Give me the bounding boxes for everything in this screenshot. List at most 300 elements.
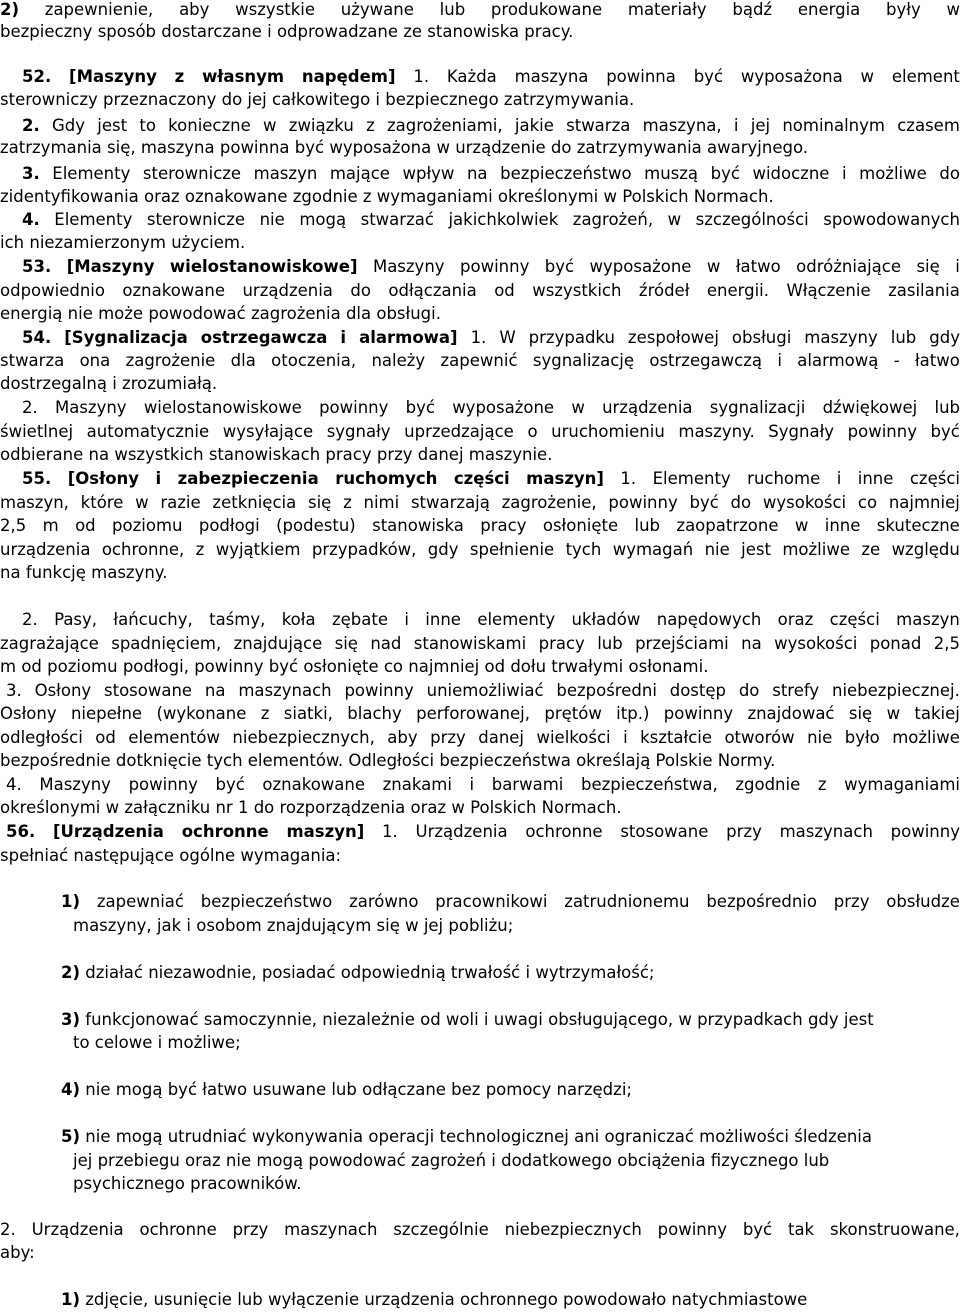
word: wielostanowiskowe [143,398,302,417]
word: być [693,67,724,86]
word: 2. [22,116,40,135]
text-line [0,420,960,444]
word: zatrudnionemu [564,892,690,911]
word: części [909,469,960,488]
word: bezpieczeństwo [500,164,632,183]
word: Osłony [34,681,92,700]
word: przy [430,728,466,747]
word: urządzenia [0,540,91,559]
word: znajdujące [233,634,323,653]
word: w [946,0,960,19]
word: czasem [897,116,960,135]
text-run: psychicznego pracowników. [73,1174,302,1193]
word: prętów [544,704,602,723]
word: maszyna, [642,116,722,135]
word: obsługi [731,328,792,347]
word: elementów [128,728,220,747]
word: odłączania [388,281,477,300]
word: jakichkolwiek [448,210,559,229]
word: Urządzenia [415,822,508,841]
word: niebezpiecznych [504,1220,642,1239]
word: zagrażające [0,634,99,653]
list-item-5-cont [73,1149,960,1173]
word: 54. [22,328,52,347]
word: urządzenia [242,281,333,300]
word: 2. [0,1220,16,1239]
list-item-5-cont [73,1172,960,1196]
text-run: zdjęcie, usunięcie lub wyłączenie urządzenia ochronnego powodowało natychmiastowe [80,1290,808,1309]
word: uniemożliwiać [426,681,544,700]
word: 52. [22,67,52,86]
word: podłogi [198,516,260,535]
word: i [955,257,960,276]
word: z [366,116,375,135]
word: i [469,775,475,794]
word: nimi [363,493,400,512]
word: przypadków, [311,540,417,559]
word: nominalnym [782,116,885,135]
list-item-1-cont [73,914,960,938]
word: stwarzać [360,210,434,229]
word: na [466,164,488,183]
word: otoczenia, [271,351,357,370]
word: najmniej [888,493,960,512]
word: uruchomieniu [551,422,665,441]
word: ostrzegawczą [649,351,763,370]
bold-text: 3) [61,1010,81,1029]
word: powinny [663,704,734,723]
section-54-heading-line [0,326,960,350]
word: danej [478,728,525,747]
word: maszyna [514,67,589,86]
text-run: spełniać następujące ogólne wymagania: [0,846,342,865]
word: łańcuchy, [113,610,193,629]
word: dla [230,351,256,370]
word: w [135,493,149,512]
text-line [0,514,960,538]
text-line [0,372,960,396]
word: stosowane [620,822,709,841]
word: (podestu) [276,516,356,535]
word: były [886,0,921,19]
word: zetknięcia [212,493,297,512]
word: automatycznie [86,422,210,441]
word: i [340,328,347,347]
word: 1) [61,892,81,911]
text-run: m od poziomu podłogi, powinny być osłonięte co najmniej od dołu trwałymi osłonami. [0,657,709,676]
word: względu [891,540,960,559]
word: przy [833,892,870,911]
text-line [0,349,960,373]
list-item-3-cont [73,1031,960,1055]
word: jest [97,116,128,135]
word: z [817,775,827,794]
word: bezpieczeństwa, [580,775,718,794]
text-run: maszyny, jak i osobom znajdującym się w jej pobliżu; [73,916,514,935]
word: ponad [869,634,922,653]
word: o [527,422,538,441]
word: napędem] [301,67,396,86]
word: lub [439,0,466,19]
text-line [0,185,960,209]
section-55-heading-line [0,467,960,491]
bold-text: 5) [61,1127,81,1146]
word: zgodnie [735,775,801,794]
word: ze [861,540,881,559]
word: wszystkie [235,0,316,19]
word: produkowane [490,0,603,19]
text-line [0,88,960,112]
word: skuteczne [876,516,960,535]
text-line [0,302,960,326]
word: Elementy [52,164,131,183]
word: szczególnie [393,1220,489,1239]
word: przy [232,1220,269,1239]
word: oznakowane [262,775,366,794]
word: w [706,257,721,276]
word: i [404,610,409,629]
text-run: na funkcję maszyny. [0,563,168,582]
word: (wykonane [156,704,247,723]
word: stanowiskami [413,634,527,653]
text-line [0,1218,960,1242]
word: jest [741,540,771,559]
word: konieczne [168,116,251,135]
text-line [0,632,960,656]
word: muszą [644,164,699,183]
word: inne [425,610,461,629]
word: na [204,681,226,700]
word: łatwo [735,257,781,276]
word: 53. [22,257,52,276]
word: nad [370,634,402,653]
word: 1. [413,67,430,86]
word: skonstruowane, [829,1220,960,1239]
word: maszyn, [0,493,69,512]
word: i [623,728,628,747]
word: bądź [732,0,773,19]
word: układów [571,610,641,629]
word: od [75,516,96,535]
word: bezpieczeństwo [200,892,333,911]
word: [Maszyny [69,67,157,86]
word: niebezpiecznej. [831,681,960,700]
word: otworów [724,728,795,747]
text-line [0,726,960,750]
word: maszyn] [526,469,604,488]
text-run: aby: [0,1243,35,1262]
word: tych [565,540,602,559]
word: wszystkich [532,281,622,300]
word: maszyn [253,164,318,183]
word: [Sygnalizacja [64,328,188,347]
word: i [842,164,847,183]
word: być [742,1220,773,1239]
word: nie [259,210,285,229]
word: szczególności [695,210,809,229]
word: 2) [0,0,20,19]
word: z [343,493,352,512]
word: inne [857,469,894,488]
word: sygnalizację [532,351,635,370]
text-run: zidentyfikowania oraz oznakowane zgodnie z wymaganiami określonymi w Polskich Normach. [0,187,774,206]
word: się [334,634,358,653]
word: w [263,116,277,135]
word: zapewniać [96,892,184,911]
word: ruchomych [335,469,438,488]
list-item-2 [61,961,960,985]
word: ochronne [181,822,269,841]
text-run: nie mogą utrudniać wykonywania operacji technologicznej ani ograniczać możliwości śledzenia [80,1127,872,1146]
word: zagrożenie, [501,493,597,512]
word: 2,5 [933,634,960,653]
word: części [829,610,880,629]
text-run: dostrzegalną i zrozumiałą. [0,374,218,393]
word: przy [726,822,762,841]
word: zespołowej [627,328,719,347]
word: powinny [344,681,414,700]
section-52-heading-line [0,65,960,89]
word: itp.) [616,704,650,723]
word: możliwe [859,164,927,183]
text-line [0,0,960,22]
word: przypadku [528,328,615,347]
word: urządzenia [602,398,693,417]
word: - [893,351,900,370]
word: 2,5 [0,516,27,535]
word: zabezpieczenia [177,469,319,488]
word: powinny [890,822,960,841]
word: mające [329,164,390,183]
word: zagrożeniami, [386,116,503,135]
text-run: bezpośrednie dotknięcie tych elementów. Odległości bezpieczeństwa określają Polskie Normy. [0,751,776,770]
text-run: zatrzymania się, maszyna powinna być wyposażona w urządzenie do zatrzymywania awaryjnego. [0,138,809,157]
word: obsłudze [886,892,960,911]
word: i [777,351,782,370]
word: spowodowanych [823,210,960,229]
word: lub [890,328,917,347]
text-line [0,136,960,160]
word: maszynach [779,822,873,841]
word: źródeł [638,281,690,300]
text-line [0,279,960,303]
word: 55. [22,469,52,488]
text-run: to celowe i możliwe; [73,1033,241,1052]
word: Elementy [54,210,133,229]
word: Gdy [52,116,86,135]
word: w [860,67,875,86]
text-run: energią nie może powodować zagrożenia dla obsługi. [0,304,441,323]
word: i [836,469,842,488]
word: jakie [514,116,554,135]
text-line [0,396,960,420]
text-line [0,773,960,797]
word: Maszyny [54,398,127,417]
word: Maszyny [372,257,445,276]
text-run: sterowniczy przeznaczony do jej całkowitego i bezpiecznego zatrzymywania. [0,90,635,109]
text-line [0,796,960,820]
word: odróżniające [796,257,901,276]
word: nie [807,728,833,747]
word: być [405,398,435,417]
word: stwarzają [410,493,490,512]
word: takiej [914,704,960,723]
word: napędowych [656,610,762,629]
word: aby [387,728,418,747]
word: do [939,164,960,183]
text-run: działać niezawodnie, posiadać odpowiednią trwałość i wytrzymałość; [80,963,655,982]
text-line [0,20,960,44]
word: powinny [128,775,198,794]
word: stwarza [566,116,631,135]
word: wyposażone [589,257,692,276]
word: sterownicze [142,164,242,183]
word: niebezpiecznych, [232,728,375,747]
word: ruchome [747,469,821,488]
text-run: bezpieczny sposób dostarczane i odprowadzane ze stanowiska pracy. [0,22,574,41]
list-item-5 [61,1125,960,1149]
text-line [0,1241,960,1265]
word: [Urządzenia [52,822,164,841]
word: oznakowane [122,281,226,300]
word: koła [281,610,316,629]
word: maszyn [896,610,960,629]
word: mogą [299,210,347,229]
word: Włączenie [786,281,871,300]
text-run: funkcjonować samoczynnie, niezależnie od woli i uwagi obsługującego, w przypadkach gdy jest [80,1010,874,1029]
text-run: odbierane na wszystkich stanowiskach pracy przy danej maszynie. [0,445,553,464]
word: być [215,775,245,794]
word: pracy [480,516,527,535]
text-run: jej przebiegu oraz nie mogą powodować zagrożeń i dodatkowego obciążenia fizycznego lub [73,1151,830,1170]
word: Każda [446,67,497,86]
word: dostęp [669,681,726,700]
word: i [733,116,739,135]
text-line [0,844,960,868]
word: powinny [657,1220,727,1239]
word: zębate [331,610,388,629]
text-line [0,114,960,138]
word: uprzedzające [404,422,514,441]
word: lub [934,398,960,417]
text-line [0,702,960,726]
word: znajdować [747,704,835,723]
word: Elementy [652,469,731,488]
word: z [195,540,205,559]
word: sterownicze [146,210,246,229]
word: wpływ [402,164,455,183]
word: m [42,516,59,535]
word: powinna [606,67,676,86]
word: spełnienie [469,540,555,559]
word: zaopatrzone [676,516,779,535]
list-item-3 [61,1008,960,1032]
word: maszyny. [678,422,755,441]
word: Pasy, [54,610,98,629]
word: 1. [382,822,398,841]
list-item-1 [61,1288,960,1312]
word: to [139,116,156,135]
word: powinny [847,422,917,441]
word: związku [288,116,354,135]
text-line [0,749,960,773]
bold-text: 2) [61,963,81,982]
word: z [260,704,270,723]
word: wyjątkiem [215,540,301,559]
word: części [453,469,510,488]
word: 4. [6,775,22,794]
word: [Osłony [67,469,140,488]
word: się [848,704,873,723]
word: wysokości [774,634,858,653]
word: lub [597,634,623,653]
text-run: określonymi w załączniku nr 1 do rozporządzenia oraz w Polskich Normach. [0,798,622,817]
word: zagrożenie [125,351,216,370]
word: wysyłające [222,422,314,441]
word: 2. [22,398,38,417]
word: sygnały [326,422,391,441]
word: bezpośrednio [706,892,817,911]
word: pracy [538,634,585,653]
word: do [730,493,752,512]
word: ochronne [139,1220,217,1239]
word: zarówno [349,892,419,911]
bold-text: 4) [61,1080,81,1099]
bold-text: 1) [61,1290,81,1309]
word: bezpośredni [556,681,657,700]
word: maszynach [238,681,332,700]
word: 1. [620,469,637,488]
word: jej [750,116,771,135]
text-line [0,538,960,562]
text-run: nie mogą być łatwo usuwane lub odłączane bez pomocy narzędzi; [80,1080,632,1099]
section-56-heading-line [0,820,960,844]
section-53-heading-line [0,255,960,279]
word: które [80,493,124,512]
word: z [174,67,185,86]
word: w [667,210,682,229]
word: aby [179,0,210,19]
text-line [0,208,960,232]
word: od [494,281,515,300]
word: własnym [202,67,285,86]
text-line [0,443,960,467]
word: odpowiednio [0,281,105,300]
word: być [689,493,719,512]
word: się [307,493,332,512]
word: się [916,257,940,276]
word: gdy [427,540,459,559]
word: spadnięciem, [111,634,222,653]
list-item-1 [61,890,960,914]
word: Osłony [0,704,57,723]
word: od [95,728,116,747]
word: siatki, [283,704,333,723]
word: pracownikowi [435,892,548,911]
text-line [0,608,960,632]
word: blachy [347,704,402,723]
word: ostrzegawcza [200,328,328,347]
word: możliwe [782,540,850,559]
word: 1. [470,328,487,347]
word: przejściami [635,634,729,653]
word: do [350,281,371,300]
word: razie [160,493,201,512]
word: energii. [706,281,769,300]
word: zapewnić [440,351,518,370]
word: 3. [22,164,40,183]
word: było [844,728,880,747]
